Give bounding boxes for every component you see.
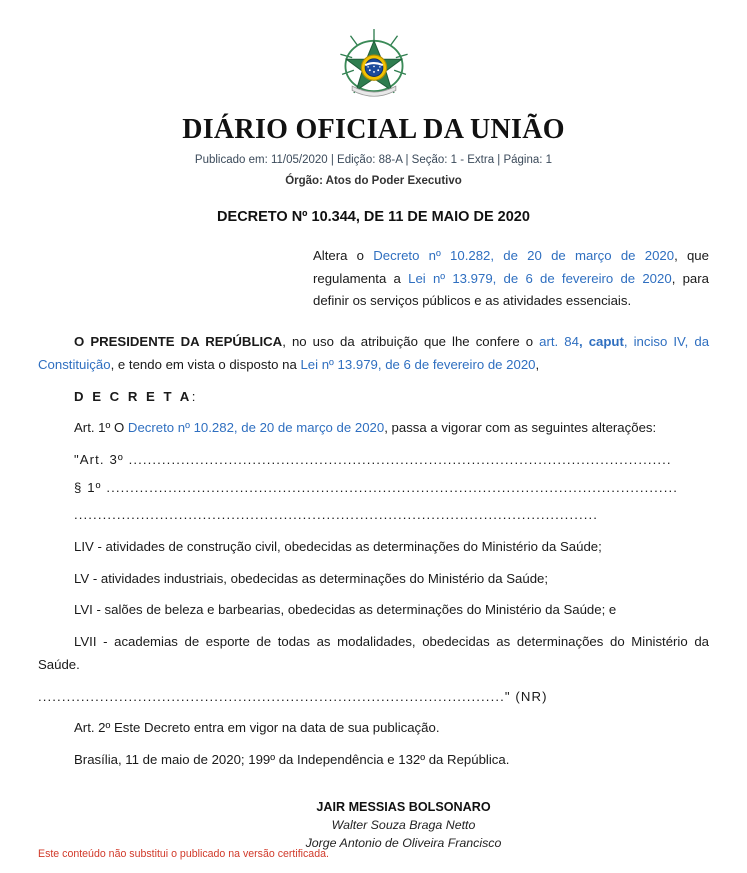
footer-notice: Este conteúdo não substitui o publicado na versão certificada. <box>38 848 329 860</box>
link-lei-13979[interactable]: Lei nº 13.979, de 6 de fevereiro de 2020 <box>408 270 672 286</box>
preamble-subject: O PRESIDENTE DA REPÚBLICA <box>74 334 283 350</box>
decree-summary <box>313 245 709 313</box>
publication-meta: Publicado em: 11/05/2020 | Edição: 88-A | Seção: 1 - Extra | Página: 1 <box>194 154 553 166</box>
decree-title: DECRETO Nº 10.344, DE 11 DE MAIO DE 2020 <box>217 209 530 225</box>
item-liv: LIV - atividades de construção civil, obedecidas as determinações do Ministério da Saúde; <box>74 539 602 555</box>
art1-pre: Art. 1º O <box>74 420 128 436</box>
art1-post: , passa a vigorar com as seguintes alterações: <box>384 420 657 436</box>
ementa-text-2: , que regulamenta a <box>313 248 709 286</box>
preamble-text-2: , e tendo em vista o disposto na <box>110 356 301 372</box>
article-2: Art. 2º Este Decreto entra em vigor na data de sua publicação. <box>74 720 440 736</box>
signature-minister-1: Walter Souza Braga Netto <box>331 817 476 832</box>
ementa-text-3: , para definir os serviços públicos e as atividades essenciais. <box>313 270 709 309</box>
item-lvii: LVII - academias de esporte de todas as modalidades, obedecidas as determinações do Ministério da Saúde. <box>38 634 709 672</box>
link-art-84[interactable]: art. 84 <box>539 334 579 350</box>
preamble-paragraph <box>38 331 709 376</box>
item-lv: LV - atividades industriais, obedecidas as determinações do Ministério da Saúde; <box>74 570 549 586</box>
link-caput[interactable]: , caput <box>578 334 624 350</box>
article-1 <box>38 417 709 440</box>
place-and-date: Brasília, 11 de maio de 2020; 199º da Independência e 132º da República. <box>74 751 510 767</box>
issuing-organ: Órgão: Atos do Poder Executivo <box>285 175 462 187</box>
decreta-line <box>38 386 709 409</box>
brazil-coat-of-arms-icon <box>332 24 416 108</box>
link-decreto-10282-art1[interactable]: Decreto nº 10.282, de 20 de março de 2020 <box>127 420 385 436</box>
decreta-word: D E C R E T A <box>74 388 192 404</box>
preamble-text-1: , no uso da atribuição que lhe confere o <box>282 334 540 350</box>
link-lei-13979-preamble[interactable]: Lei nº 13.979, de 6 de fevereiro de 2020 <box>300 356 536 372</box>
document-page <box>0 24 747 873</box>
quoted-paragraph-1: § 1º ........................................................................................................................ <box>74 479 678 495</box>
signature-minister-2: Jorge Antonio de Oliveira Francisco <box>305 836 502 851</box>
quoted-art-3: "Art. 3º .................................................................................................................. <box>74 451 672 467</box>
page-title: DIÁRIO OFICIAL DA UNIÃO <box>182 114 565 145</box>
preamble-text-3: , <box>535 356 540 372</box>
link-constituicao[interactable]: , inciso IV, da Constituição <box>38 334 710 372</box>
item-lvi: LVI - salões de beleza e barbearias, obedecidas as determinações do Ministério da Saúde; e <box>74 602 617 618</box>
signature-president: JAIR MESSIAS BOLSONARO <box>316 799 491 814</box>
signature-block <box>38 800 709 853</box>
link-decreto-10282[interactable]: Decreto nº 10.282, de 20 de março de 2020 <box>373 248 675 263</box>
quoted-close-nr: .................................................................................................." (NR) <box>38 688 548 704</box>
quoted-omission-dots: .............................................................................................................. <box>74 507 599 523</box>
decreta-colon: : <box>191 388 196 404</box>
ementa-text-1: Altera o <box>313 248 374 263</box>
